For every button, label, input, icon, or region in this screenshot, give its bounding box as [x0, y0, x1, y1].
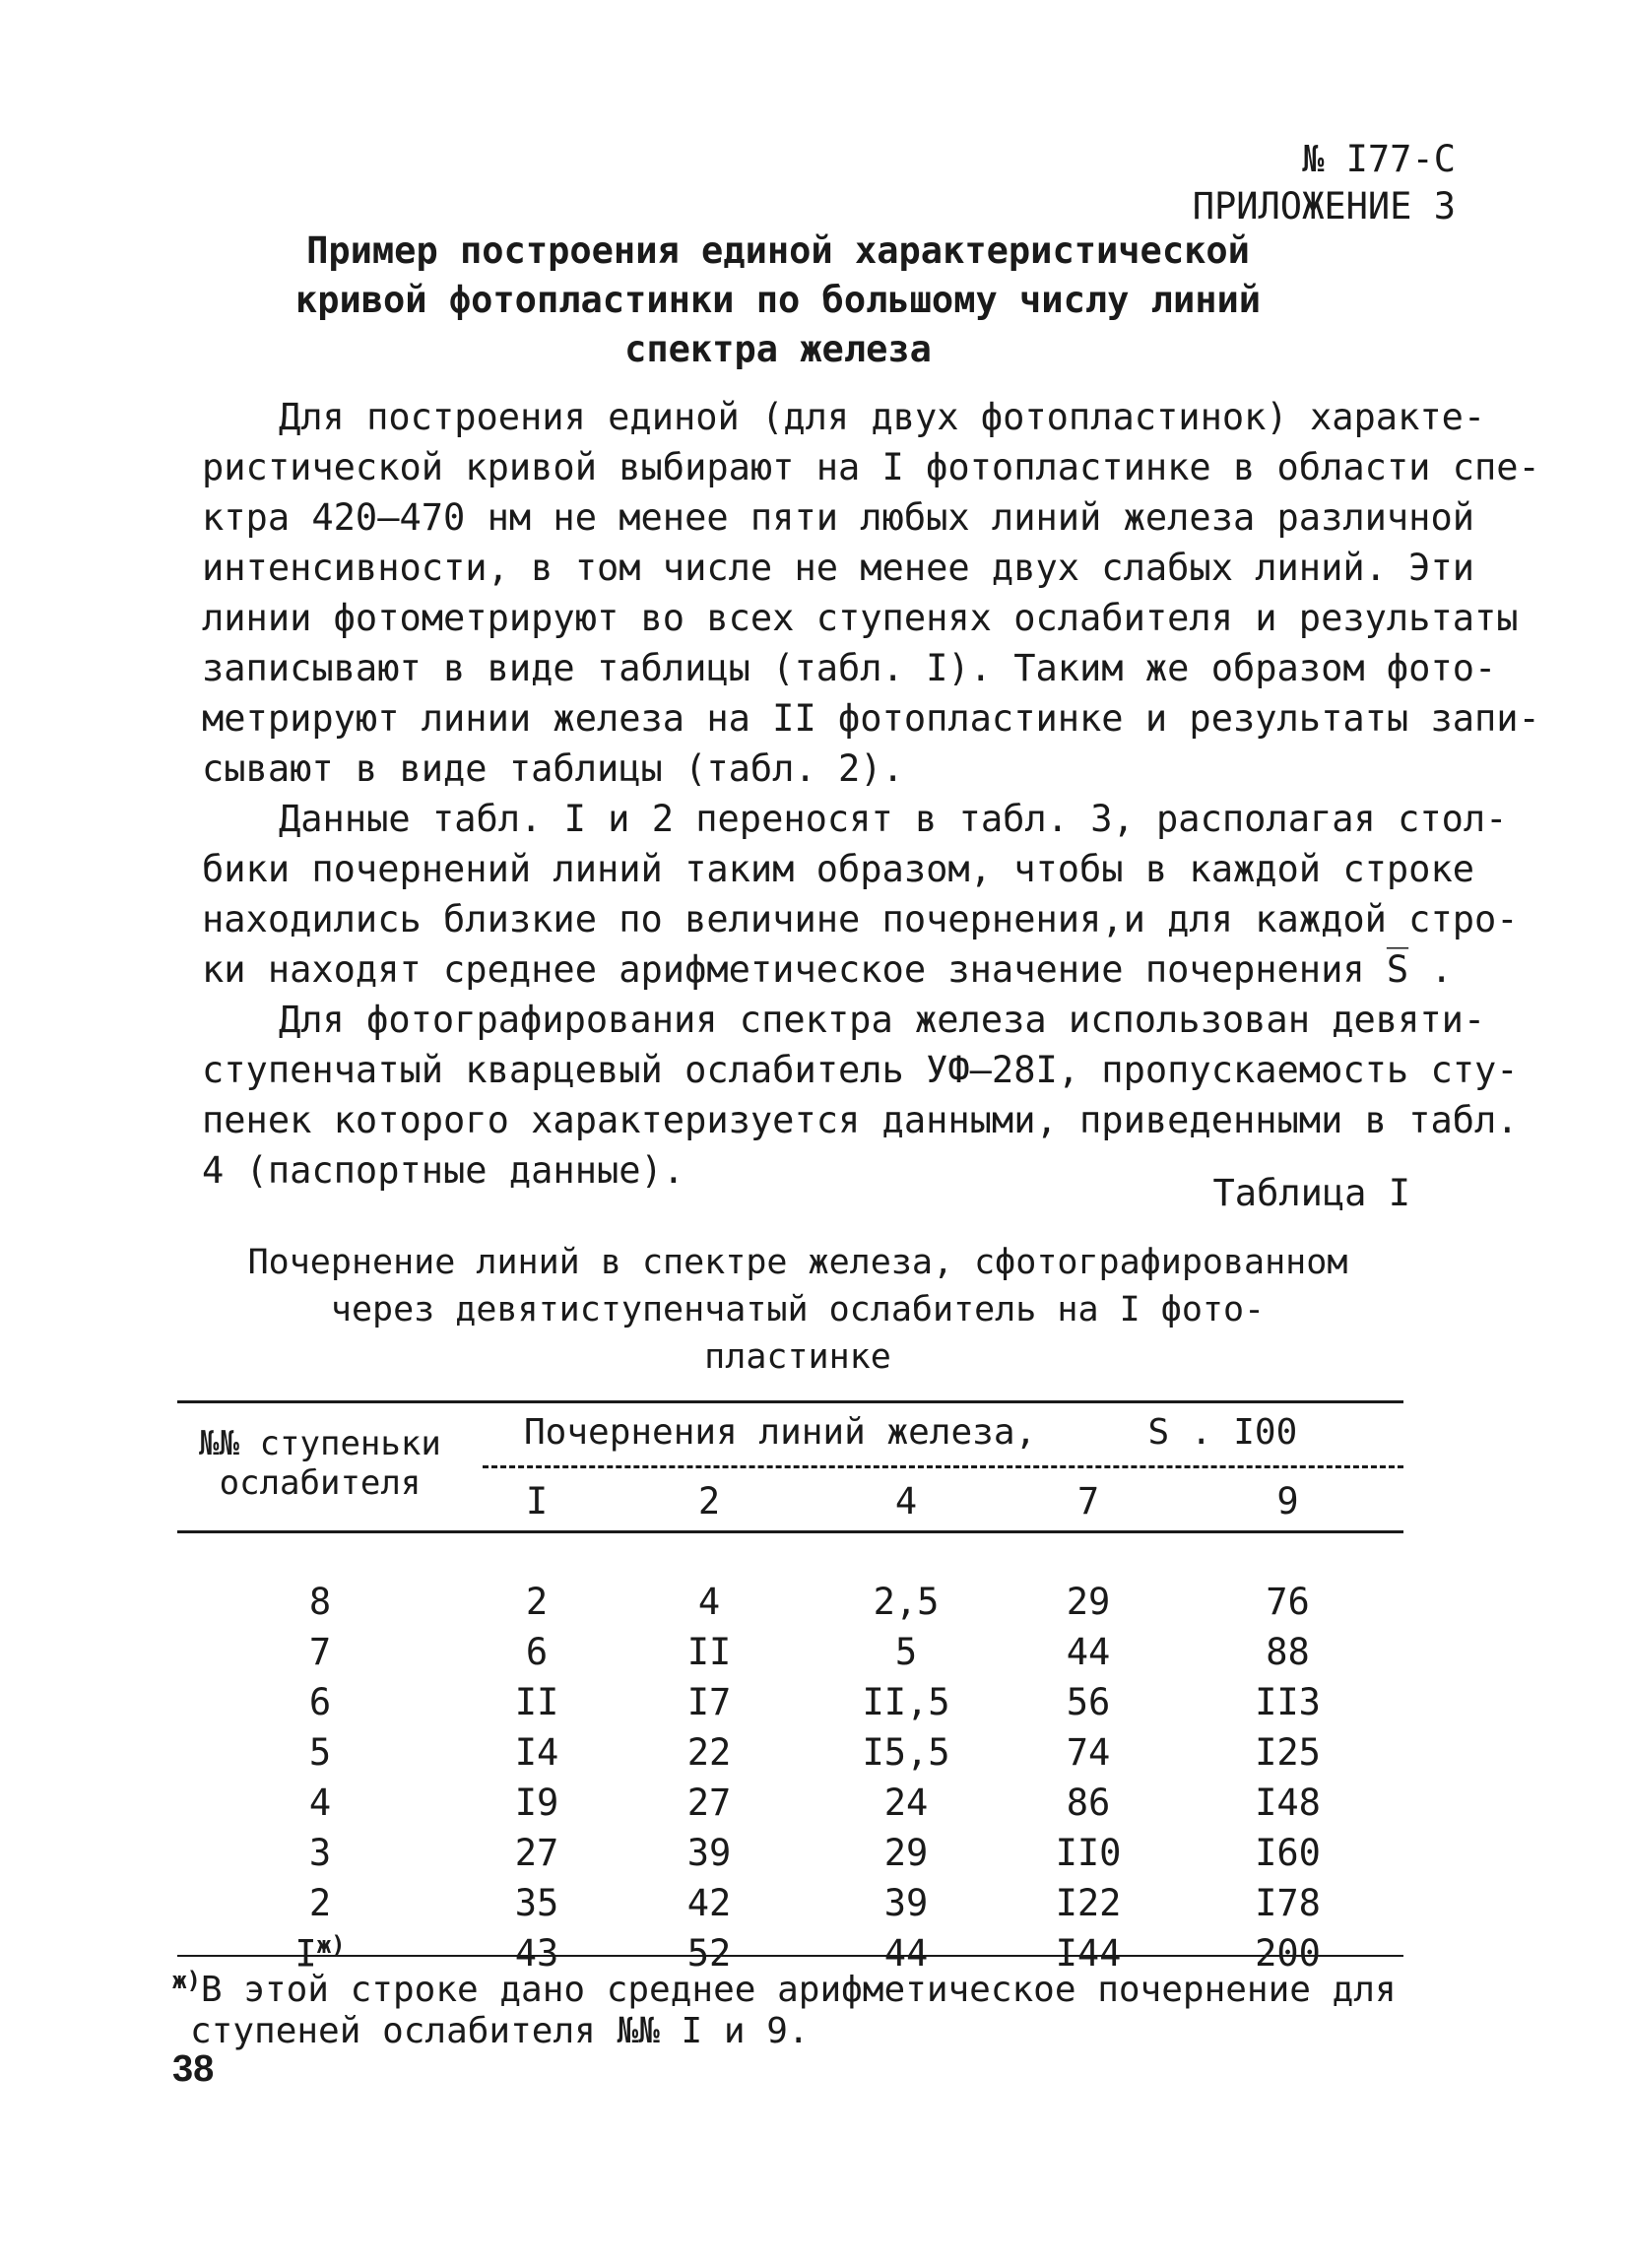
page-number: 38: [172, 2048, 215, 2090]
footnote-line: ступеней ослабителя №№ I и 9.: [190, 2011, 810, 2051]
value-cell: 35: [514, 1882, 559, 1924]
column-header: I: [525, 1479, 549, 1523]
step-cell: 3: [308, 1832, 332, 1874]
table-caption: [177, 1239, 1418, 1381]
value-cell: I5,5: [862, 1731, 950, 1774]
text-line: находились близкие по величине почернения,и для каждой стро-: [202, 898, 1519, 940]
paragraph: [202, 794, 1519, 995]
column-header: 4: [894, 1479, 918, 1523]
title-line: Пример построения единой характеристической: [306, 229, 1250, 272]
step-cell: 2: [308, 1882, 332, 1924]
header-line: ослабителя: [219, 1463, 422, 1503]
text-line: ки находят среднее арифметическое значение почернения S̅ .: [202, 948, 1453, 991]
caption-line: пластинке: [704, 1337, 891, 1377]
column-header: 2: [697, 1479, 721, 1523]
table-row: [177, 1627, 1403, 1677]
value-cell: I78: [1255, 1882, 1321, 1924]
column-header: 7: [1076, 1479, 1100, 1523]
value-cell: 39: [686, 1832, 732, 1874]
value-cell: I48: [1255, 1782, 1321, 1824]
value-cell: II0: [1055, 1832, 1122, 1874]
text-line: пенек которого характеризуется данными, приведенными в табл.: [202, 1099, 1519, 1141]
value-cell: 52: [686, 1932, 732, 1975]
text-line: бики почернений линий таким образом, чтобы в каждой строке: [202, 848, 1475, 890]
footnote-marker: ж): [316, 1931, 346, 1960]
step-cell: 8: [308, 1581, 332, 1623]
table-row: [177, 1727, 1403, 1778]
text-line: сывают в виде таблицы (табл. 2).: [202, 747, 904, 790]
caption-line: Почернение линий в спектре железа, сфотографированном: [247, 1243, 1348, 1282]
text-line: ристической кривой выбирают на I фотопластинке в области спе-: [202, 446, 1540, 488]
value-cell: 44: [883, 1932, 929, 1975]
column-header-row: [177, 1475, 1403, 1526]
footnote-marker: ж): [172, 1967, 201, 1994]
footnote-text: В этой строке дано среднее арифметическое почернение для: [200, 1970, 1397, 2010]
page-title: [158, 227, 1399, 374]
title-line: спектра железа: [624, 328, 932, 370]
paragraph: [202, 995, 1519, 1196]
value-cell: I25: [1255, 1731, 1321, 1774]
caption-line: через девятиступенчатый ослабитель на I фото-: [330, 1290, 1266, 1329]
value-cell: I4: [514, 1731, 559, 1774]
paragraph: [202, 392, 1540, 794]
step-value: I: [294, 1932, 317, 1976]
group-header-text: Почернения линий железа,: [524, 1412, 1037, 1453]
value-cell: II: [686, 1631, 732, 1673]
value-cell: 86: [1066, 1782, 1111, 1824]
value-cell: 2: [525, 1581, 549, 1623]
text-line: ктра 420–470 нм не менее пяти любых линий железа различной: [202, 496, 1475, 539]
footnote-line: [172, 1960, 1397, 2011]
step-cell: 6: [308, 1681, 332, 1723]
value-cell: 29: [883, 1832, 929, 1874]
table-row: [177, 1677, 1403, 1727]
appendix-label: ПРИЛОЖЕНИЕ 3: [1192, 185, 1456, 227]
step-cell: 7: [308, 1631, 332, 1673]
value-cell: I9: [514, 1782, 559, 1824]
body-text: [202, 392, 1540, 1196]
table-row: [177, 1778, 1403, 1828]
value-cell: 29: [1066, 1581, 1111, 1623]
value-cell: 24: [883, 1782, 929, 1824]
value-cell: 27: [514, 1832, 559, 1874]
value-cell: 42: [686, 1882, 732, 1924]
text-line: интенсивности, в том числе не менее двух слабых линий. Эти: [202, 547, 1475, 589]
text-line: 4 (паспортные данные).: [202, 1149, 685, 1192]
value-cell: 88: [1266, 1631, 1310, 1673]
table-row: [177, 1577, 1403, 1627]
value-cell: 44: [1066, 1631, 1111, 1673]
header-line: №№ ступеньки: [199, 1424, 441, 1463]
data-table: [177, 1475, 1403, 1978]
value-cell: II,5: [862, 1681, 950, 1723]
text-line: линии фотометрируют во всех ступенях ослабителя и результаты: [202, 597, 1519, 639]
table-top-rule: [177, 1400, 1403, 1403]
value-cell: 76: [1266, 1581, 1310, 1623]
text-line: записывают в виде таблицы (табл. I). Таким же образом фото-: [202, 647, 1497, 689]
step-cell: 4: [308, 1782, 332, 1824]
title-line: кривой фотопластинки по большому числу линий: [294, 279, 1262, 321]
value-cell: 39: [883, 1882, 929, 1924]
value-cell: 6: [525, 1631, 549, 1673]
value-cell: 43: [514, 1932, 559, 1975]
value-cell: 2,5: [873, 1581, 940, 1623]
text-line: Для фотографирования спектра железа использован девяти-: [279, 999, 1486, 1041]
group-header-unit: S . I00: [1147, 1412, 1298, 1453]
group-header: [524, 1410, 1297, 1456]
value-cell: 74: [1066, 1731, 1111, 1774]
value-cell: 5: [894, 1631, 918, 1673]
value-cell: 200: [1255, 1932, 1321, 1975]
text-line: Для построения единой (для двух фотопластинок) характе-: [279, 396, 1486, 438]
header-dashed-rule: [483, 1465, 1403, 1468]
value-cell: II: [514, 1681, 559, 1723]
value-cell: 27: [686, 1782, 732, 1824]
value-cell: 22: [686, 1731, 732, 1774]
value-cell: I22: [1055, 1882, 1122, 1924]
value-cell: I7: [686, 1681, 732, 1723]
value-cell: I44: [1055, 1932, 1122, 1975]
table-row: [177, 1878, 1403, 1928]
text-line: метрируют линии железа на II фотопластинке и результаты запи-: [202, 697, 1540, 740]
value-cell: 56: [1066, 1681, 1111, 1723]
text-line: Данные табл. I и 2 переносят в табл. 3, располагая стол-: [279, 798, 1508, 840]
footnote: [172, 1960, 1397, 2052]
value-cell: I60: [1255, 1832, 1321, 1874]
text-line: ступенчатый кварцевый ослабитель УФ–28I, пропускаемость сту-: [202, 1049, 1519, 1091]
table-row: [177, 1828, 1403, 1878]
doc-number: № I77-С: [1302, 138, 1456, 180]
table-label: Таблица I: [1212, 1172, 1410, 1214]
step-cell: 5: [308, 1731, 332, 1774]
value-cell: II3: [1255, 1681, 1321, 1723]
column-header: 9: [1276, 1479, 1299, 1523]
value-cell: 4: [697, 1581, 721, 1623]
